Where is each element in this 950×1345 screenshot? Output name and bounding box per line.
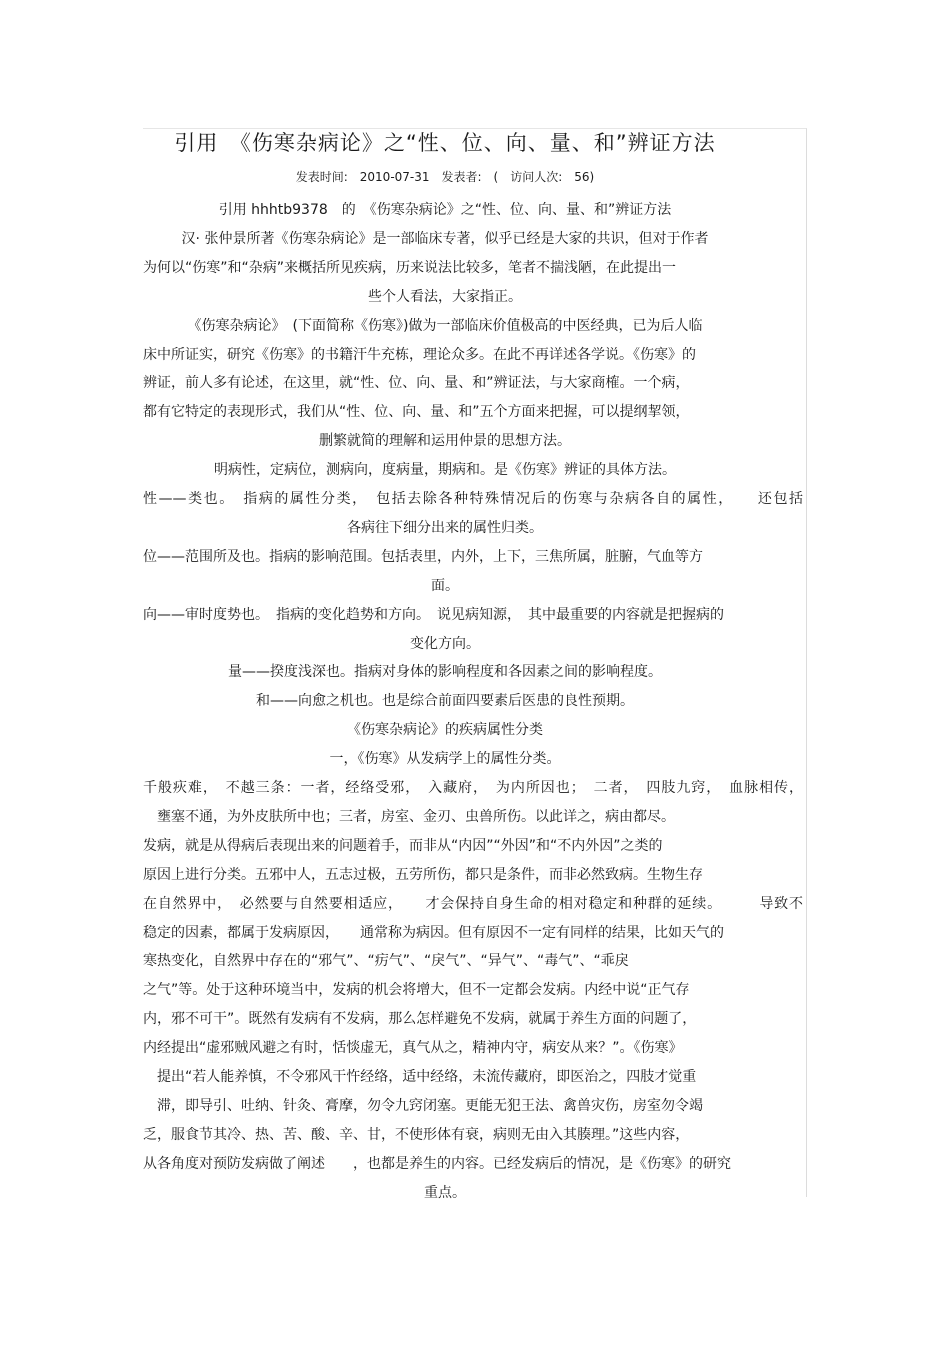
text-line: 变化方向。 — [410, 636, 480, 652]
text-line: 壅塞不通，为外皮肤所中也；三者，房室、金刃、虫兽所伤。以此详之，病由都尽。 — [143, 809, 675, 825]
text-line: 位——范围所及也。指病的影响范围。包括表里，内外，上下，三焦所属，脏腑，气血等方 — [143, 549, 703, 565]
article-title: 引用 《伤寒杂病论》之“性、位、向、量、和”辨证方法 — [174, 131, 716, 155]
text-line: 床中所证实，研究《伤寒》的书籍汗牛充栋，理论众多。在此不再详述各学说。《伤寒》的 — [143, 347, 696, 363]
text-line: 原因上进行分类。五邪中人，五志过极，五劳所伤，都只是条件，而非必然致病。生物生存 — [143, 867, 703, 883]
text-line: 《伤寒杂病论》的疾病属性分类 — [347, 722, 543, 738]
text-line: 一，《伤寒》从发病学上的属性分类。 — [329, 751, 561, 767]
text-line: 删繁就简的理解和运用仲景的思想方法。 — [319, 433, 571, 449]
text-line: 乏，服食节其冷、热、苦、酸、辛、甘，不使形体有衰，病则无由入其腠理。”这些内容， — [143, 1127, 690, 1143]
text-line: 在自然界中， 必然要与自然要相适应， 才会保持自身生命的相对稳定和种群的延续。 导致不 — [143, 896, 803, 912]
text-line: 些个人看法，大家指正。 — [368, 289, 522, 305]
text-line: 内经提出“虚邪贼风避之有时，恬惔虚无，真气从之，精神内守，病安从来？”。《伤寒》 — [143, 1040, 683, 1056]
text-line: 发病，就是从得病后表现出来的问题着手，而非从“内因”“外因”和“不内外因”之类的 — [143, 838, 663, 854]
text-line: 向——审时度势也。 指病的变化趋势和方向。 说见病知源， 其中最重要的内容就是把握病的 — [143, 607, 724, 623]
text-line: 千般疢难， 不越三条：一者，经络受邪， 入藏府， 为内所因也； 二者， 四肢九窍， 血脉相传， — [143, 780, 803, 796]
text-line: 各病往下细分出来的属性归类。 — [347, 520, 543, 536]
text-line: 提出“若人能养慎，不令邪风干忤经络，适中经络，未流传藏府，即医治之，四肢才觉重 — [143, 1069, 697, 1085]
text-line: 明病性，定病位，测病向，度病量，期病和。是《伤寒》辨证的具体方法。 — [214, 462, 676, 478]
text-line: 量——揆度浅深也。指病对身体的影响程度和各因素之间的影响程度。 — [228, 664, 662, 680]
text-line: 辨证，前人多有论述，在这里，就“性、位、向、量、和”辨证法，与大家商榷。一个病， — [143, 375, 690, 391]
text-line: 内，邪不可干”。既然有发病有不发病，那么怎样避免不发病，就属于养生方面的问题了， — [143, 1011, 697, 1027]
text-line: 滞，即导引、吐纳、针灸、膏摩，勿令九窍闭塞。更能无犯王法、禽兽灾伤，房室勿令竭 — [143, 1098, 703, 1114]
text-line: 引用 hhhtb9378 的 《伤寒杂病论》之“性、位、向、量、和”辨证方法 — [218, 202, 672, 218]
text-line: 之气”等。处于这种环境当中，发病的机会将增大，但不一定都会发病。内经中说“正气存 — [143, 982, 690, 998]
text-line: 和——向愈之机也。也是综合前面四要素后医患的良性预期。 — [256, 693, 634, 709]
text-line: 稳定的因素，都属于发病原因， 通常称为病因。但有原因不一定有同样的结果，比如天气的 — [143, 925, 724, 941]
text-line: 重点。 — [424, 1185, 466, 1201]
text-line: 性——类也。 指病的属性分类， 包括去除各种特殊情况后的伤寒与杂病各自的属性， 还包括 — [143, 491, 803, 507]
text-line: 从各角度对预防发病做了阐述 ，也都是养生的内容。已经发病后的情况，是《伤寒》的研究 — [143, 1156, 731, 1172]
article-meta: 发表时间: 2010-07-31 发表者: ( 访问人次: 56) — [295, 170, 595, 184]
text-line: 汉· 张仲景所著《伤寒杂病论》是一部临床专著，似乎已经是大家的共识，但对于作者 — [181, 231, 709, 247]
text-line: 寒热变化，自然界中存在的“邪气”、“疠气”、“戾气”、“异气”、“毒气”、“乖戾 — [143, 953, 629, 969]
text-line: 《伤寒杂病论》 (下面简称《伤寒》)做为一部临床价值极高的中医经典，已为后人临 — [187, 318, 703, 334]
text-line: 都有它特定的表现形式，我们从“性、位、向、量、和”五个方面来把握，可以提纲挈领， — [143, 404, 690, 420]
text-line: 面。 — [431, 578, 459, 594]
text-line: 为何以“伤寒”和“杂病”来概括所见疾病，历来说法比较多，笔者不揣浅陋，在此提出一 — [143, 260, 677, 276]
